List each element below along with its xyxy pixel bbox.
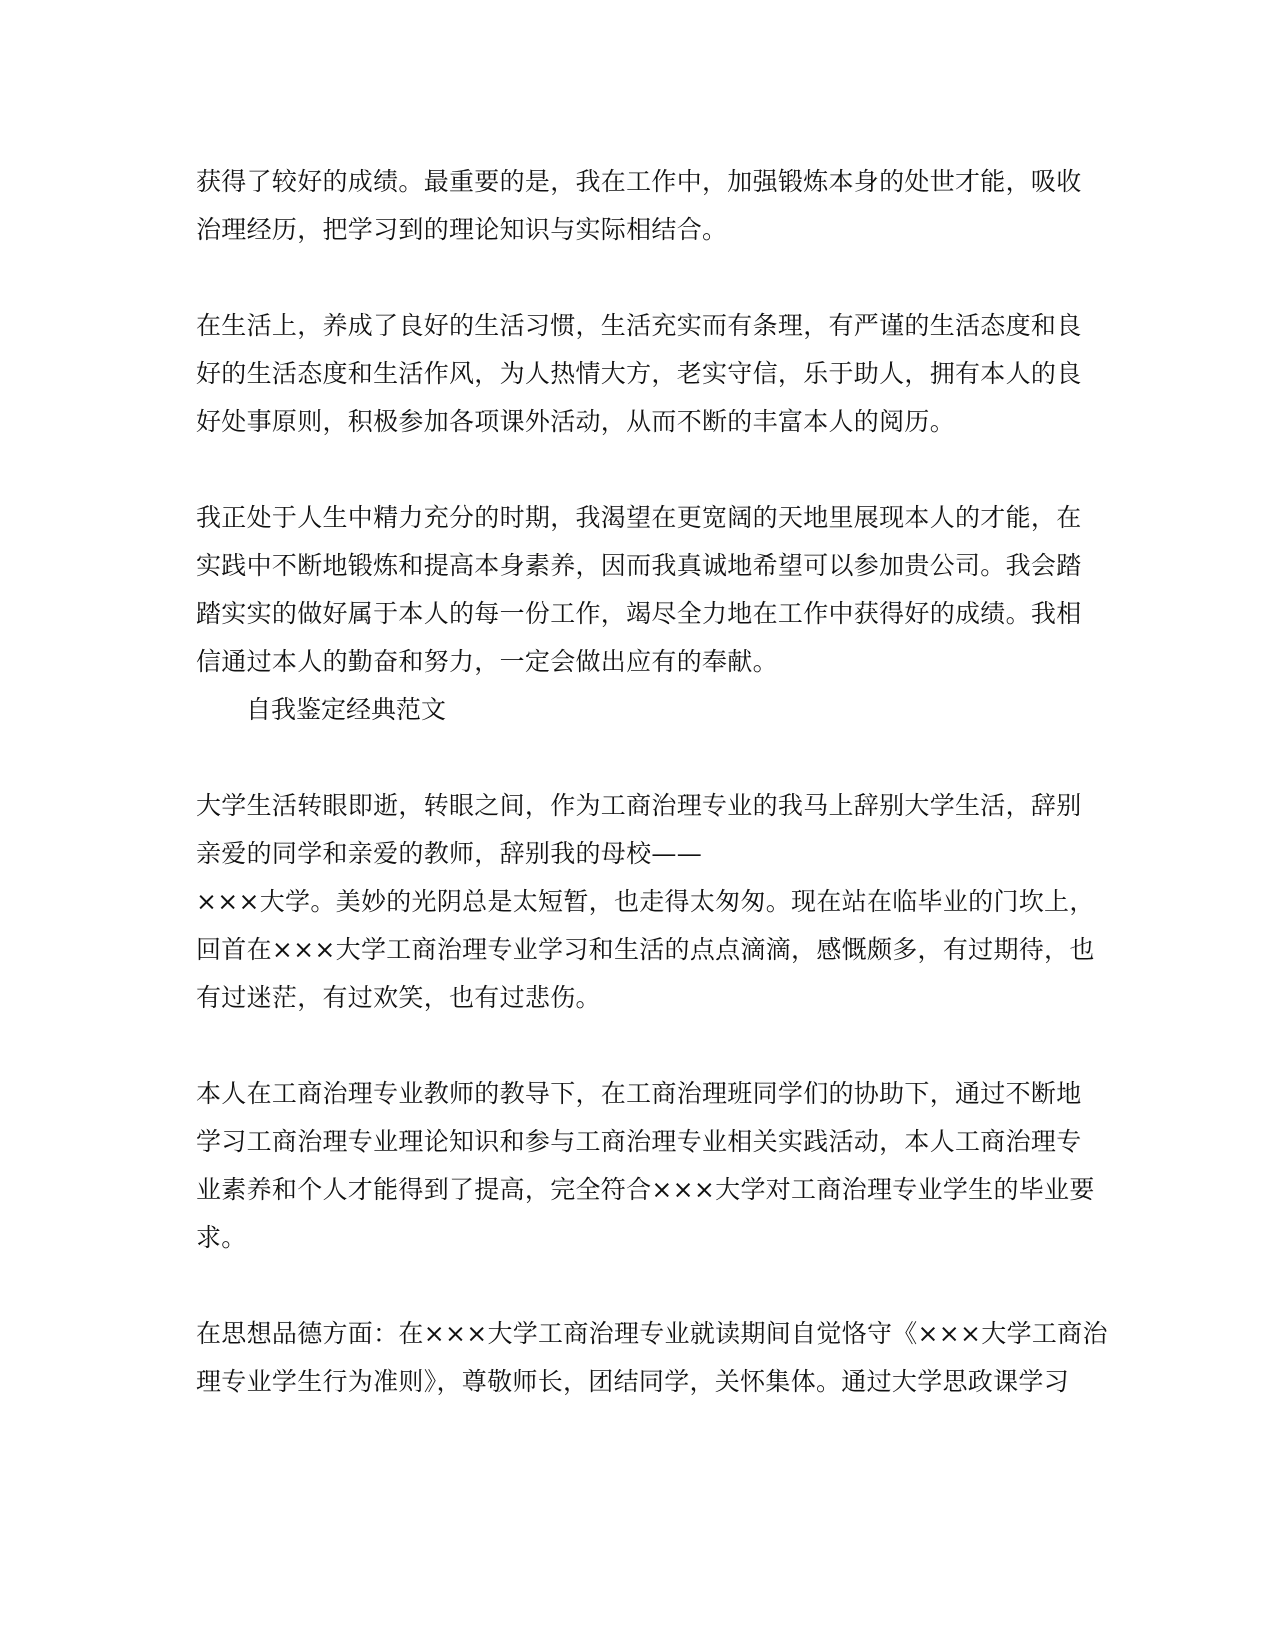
text-line: 踏实实的做好属于本人的每一份工作，竭尽全力地在工作中获得好的成绩。我相 bbox=[196, 599, 1082, 628]
text-line: 在思想品德方面：在×××大学工商治理专业就读期间自觉恪守《×××大学工商治 bbox=[196, 1319, 1108, 1348]
paragraph-morality bbox=[196, 1310, 1108, 1406]
text-line: 好的生活态度和生活作风，为人热情大方，老实守信，乐于助人，拥有本人的良 bbox=[196, 359, 1082, 388]
paragraph-study bbox=[196, 1070, 1095, 1262]
text-line: 亲爱的同学和亲爱的教师，辞别我的母校—— bbox=[196, 839, 703, 868]
text-line: 获得了较好的成绩。最重要的是，我在工作中，加强锻炼本身的处世才能，吸收 bbox=[196, 167, 1082, 196]
text-line: 学习工商治理专业理论知识和参与工商治理专业相关实践活动，本人工商治理专 bbox=[196, 1127, 1082, 1156]
text-line: 回首在×××大学工商治理专业学习和生活的点点滴滴，感慨颇多，有过期待，也 bbox=[196, 935, 1095, 964]
text-line: 好处事原则，积极参加各项课外活动，从而不断的丰富本人的阅历。 bbox=[196, 407, 956, 436]
text-line: 在生活上，养成了良好的生活习惯，生活充实而有条理，有严谨的生活态度和良 bbox=[196, 311, 1082, 340]
paragraph-university-life bbox=[196, 782, 1095, 1022]
text-line: 理专业学生行为准则》，尊敬师长，团结同学，关怀集体。通过大学思政课学习 bbox=[196, 1367, 1070, 1396]
document-body bbox=[196, 158, 1108, 1406]
text-line: 业素养和个人才能得到了提高，完全符合×××大学对工商治理专业学生的毕业要 bbox=[196, 1175, 1095, 1204]
text-line: 有过迷茫，有过欢笑，也有过悲伤。 bbox=[196, 983, 601, 1012]
text-line: 我正处于人生中精力充分的时期，我渴望在更宽阔的天地里展现本人的才能，在 bbox=[196, 503, 1082, 532]
text-line: 大学生活转眼即逝，转眼之间，作为工商治理专业的我马上辞别大学生活，辞别 bbox=[196, 791, 1082, 820]
text-line: 实践中不断地锻炼和提高本身素养，因而我真诚地希望可以参加贵公司。我会踏 bbox=[196, 551, 1082, 580]
paragraph-work bbox=[196, 158, 1082, 254]
text-line: 治理经历，把学习到的理论知识与实际相结合。 bbox=[196, 215, 728, 244]
text-line: 信通过本人的勤奋和努力，一定会做出应有的奉献。 bbox=[196, 647, 778, 676]
paragraph-life bbox=[196, 302, 1082, 446]
text-line: 本人在工商治理专业教师的教导下，在工商治理班同学们的协助下，通过不断地 bbox=[196, 1079, 1082, 1108]
paragraph-aspiration bbox=[196, 494, 1082, 686]
text-line: 求。 bbox=[196, 1223, 247, 1252]
text-line: ×××大学。美妙的光阴总是太短暂，也走得太匆匆。现在站在临毕业的门坎上， bbox=[196, 887, 1095, 916]
section-heading: 自我鉴定经典范文 bbox=[246, 695, 447, 724]
